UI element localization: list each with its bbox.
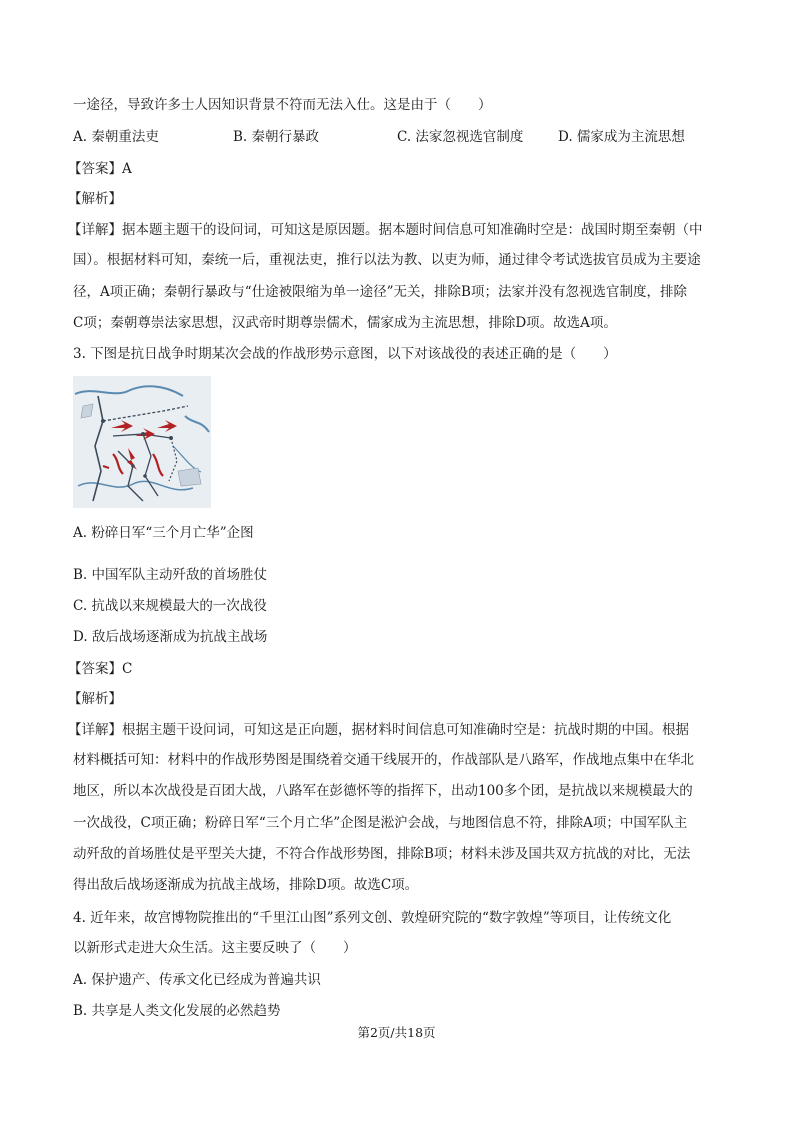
q3-detail-line: 一次战役，C项正确；粉碎日军“三个月亡华”企图是淞沪会战，与地图信息不符，排除A项；中国军队主 [73, 815, 688, 831]
q3-option-a: A. 粉碎日军“三个月亡华”企图 [73, 525, 254, 541]
q3-analysis-label: 【解析】 [68, 691, 122, 707]
q3-option-b: B. 中国军队主动歼敌的首场胜仗 [73, 567, 268, 583]
q3-detail-line: 地区，所以本次战役是百团大战，八路军在彭德怀等的指挥下，出动100多个团，是抗战以来规模最大的 [73, 783, 693, 799]
q4-stem-line: 4. 近年来，故宫博物院推出的“千里江山图”系列文创、敦煌研究院的“数字敦煌”等项目，让传统文化 [73, 910, 672, 926]
q2-detail-line: 径，A项正确；秦朝行暴政与“仕途被限缩为单一途径”无关，排除B项；法家并没有忽视选官制度，排除 [73, 284, 687, 300]
q4-stem-line: 以新形式走进大众生活。这主要反映了（ ） [73, 940, 357, 956]
q2-detail-line: 国）。根据材料可知，秦统一后，重视法吏，推行以法为教、以吏为师，通过律令考试选拔官员成为主要途 [73, 252, 701, 268]
q4-option-b: B. 共享是人类文化发展的必然趋势 [73, 1003, 281, 1019]
q3-detail-line: 动歼敌的首场胜仗是平型关大捷，不符合作战形势图，排除B项；材料未涉及国共双方抗战的对比，无法 [73, 846, 691, 862]
q3-stem: 3. 下图是抗日战争时期某次会战的作战形势示意图，以下对该战役的表述正确的是（ ） [73, 346, 617, 362]
q2-analysis-label: 【解析】 [68, 191, 122, 207]
q2-answer: 【答案】A [68, 161, 132, 177]
q2-detail-line: 【详解】据本题主题干的设问词，可知这是原因题。据本题时间信息可知准确时空是：战国时期至秦朝（中 [68, 222, 703, 238]
q3-detail-line: 【详解】根据主题干设问词，可知这是正向题，据材料时间信息可知准确时空是：抗战时期的中国。根据 [68, 722, 689, 738]
q3-detail-line: 材料概括可知：材料中的作战形势图是围绕着交通干线展开的，作战部队是八路军，作战地点集中在华北 [73, 752, 694, 768]
battle-situation-map [73, 376, 211, 508]
q2-option-c: C. 法家忽视选官制度 [397, 129, 524, 145]
q2-detail-line: C项；秦朝尊崇法家思想，汉武帝时期尊崇儒术，儒家成为主流思想，排除D项。故选A项。 [73, 315, 617, 331]
q4-option-a: A. 保护遗产、传承文化已经成为普遍共识 [73, 972, 321, 988]
page-footer: 第2页/共18页 [357, 1025, 436, 1040]
q3-option-d: D. 敌后战场逐渐成为抗战主战场 [73, 629, 268, 645]
map-graphic [73, 376, 211, 508]
q2-option-d: D. 儒家成为主流思想 [558, 129, 685, 145]
q3-detail-line: 得出敌后战场逐渐成为抗战主战场，排除D项。故选C项。 [73, 877, 419, 893]
q3-answer: 【答案】C [68, 661, 133, 677]
q2-stem-tail: 一途径，导致许多士人因知识背景不符而无法入仕。这是由于（ ） [73, 97, 492, 113]
q2-option-a: A. 秦朝重法吏 [73, 129, 159, 145]
q3-option-c: C. 抗战以来规模最大的一次战役 [73, 598, 267, 614]
q2-option-b: B. 秦朝行暴政 [233, 129, 320, 145]
